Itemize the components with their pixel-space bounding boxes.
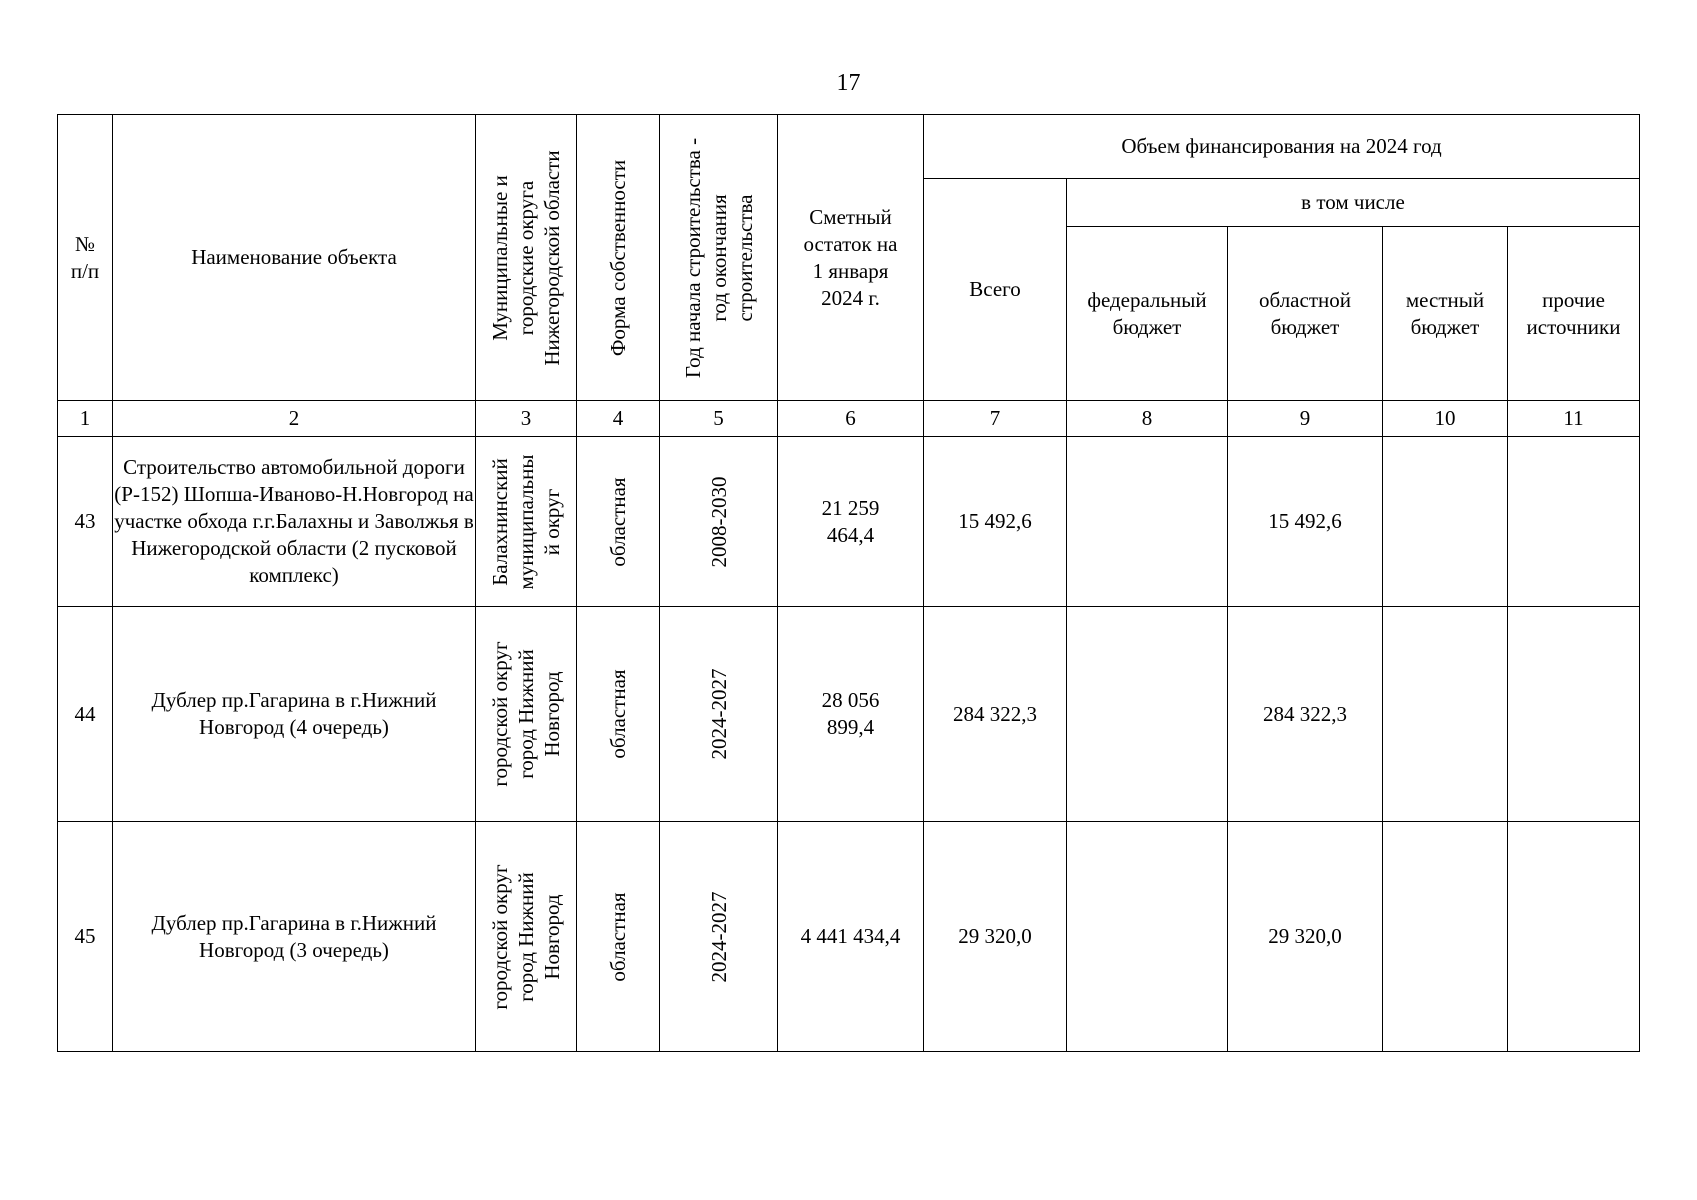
row-municipality: городской округ город Нижний Новгород xyxy=(476,822,577,1052)
column-number: 2 xyxy=(113,401,476,437)
table-row xyxy=(58,822,1640,1052)
header-local: местный бюджет xyxy=(1383,227,1508,401)
header-federal: федеральный бюджет xyxy=(1067,227,1228,401)
row-object-name: Дублер пр.Гагарина в г.Нижний Новгород (3 очередь) xyxy=(113,822,476,1052)
column-number: 5 xyxy=(660,401,778,437)
table-row xyxy=(58,437,1640,607)
column-number: 4 xyxy=(577,401,660,437)
column-number: 6 xyxy=(778,401,924,437)
row-regional: 284 322,3 xyxy=(1228,607,1383,822)
row-estimate: 21 259 464,4 xyxy=(778,437,924,607)
row-total: 29 320,0 xyxy=(924,822,1067,1052)
row-ownership: областная xyxy=(577,607,660,822)
header-object-name: Наименование объекта xyxy=(113,115,476,401)
row-municipality: Балахнинский муниципальны й округ xyxy=(476,437,577,607)
row-local xyxy=(1383,607,1508,822)
row-other xyxy=(1508,822,1640,1052)
header-including: в том числе xyxy=(1067,179,1640,227)
header-regional: областной бюджет xyxy=(1228,227,1383,401)
table-row xyxy=(58,607,1640,822)
header-total: Всего xyxy=(924,179,1067,401)
row-object-name: Строительство автомобильной дороги (Р-152) Шопша-Иваново-Н.Новгород на участке обхода г.г.Балахны и Заволжья в Нижегородской области (2 пусковой комплекс) xyxy=(113,437,476,607)
column-number: 3 xyxy=(476,401,577,437)
column-number: 1 xyxy=(58,401,113,437)
row-other xyxy=(1508,607,1640,822)
column-number: 9 xyxy=(1228,401,1383,437)
header-num: № п/п xyxy=(58,115,113,401)
header-municipality: Муниципальные и городские округа Нижегородской области xyxy=(476,115,577,401)
header-funding-group: Объем финансирования на 2024 год xyxy=(924,115,1640,179)
row-regional: 15 492,6 xyxy=(1228,437,1383,607)
column-number: 8 xyxy=(1067,401,1228,437)
row-total: 15 492,6 xyxy=(924,437,1067,607)
row-local xyxy=(1383,437,1508,607)
row-federal xyxy=(1067,437,1228,607)
row-ownership: областная xyxy=(577,822,660,1052)
row-local xyxy=(1383,822,1508,1052)
row-num: 45 xyxy=(58,822,113,1052)
header-ownership: Форма собственности xyxy=(577,115,660,401)
row-ownership: областная xyxy=(577,437,660,607)
row-federal xyxy=(1067,607,1228,822)
row-years: 2024-2027 xyxy=(660,822,778,1052)
page-number: 17 xyxy=(836,70,861,96)
column-number: 11 xyxy=(1508,401,1640,437)
row-object-name: Дублер пр.Гагарина в г.Нижний Новгород (4 очередь) xyxy=(113,607,476,822)
row-estimate: 28 056 899,4 xyxy=(778,607,924,822)
row-other xyxy=(1508,437,1640,607)
row-municipality: городской округ город Нижний Новгород xyxy=(476,607,577,822)
row-num: 44 xyxy=(58,607,113,822)
column-number-row xyxy=(58,401,1640,437)
row-total: 284 322,3 xyxy=(924,607,1067,822)
column-number: 10 xyxy=(1383,401,1508,437)
row-estimate: 4 441 434,4 xyxy=(778,822,924,1052)
row-regional: 29 320,0 xyxy=(1228,822,1383,1052)
header-other: прочие источники xyxy=(1508,227,1640,401)
row-years: 2024-2027 xyxy=(660,607,778,822)
column-number: 7 xyxy=(924,401,1067,437)
row-num: 43 xyxy=(58,437,113,607)
financing-table xyxy=(57,114,1640,1052)
header-years: Год начала строительства - год окончания строительства xyxy=(660,115,778,401)
row-federal xyxy=(1067,822,1228,1052)
row-years: 2008-2030 xyxy=(660,437,778,607)
header-estimate: Сметный остаток на 1 января 2024 г. xyxy=(778,115,924,401)
